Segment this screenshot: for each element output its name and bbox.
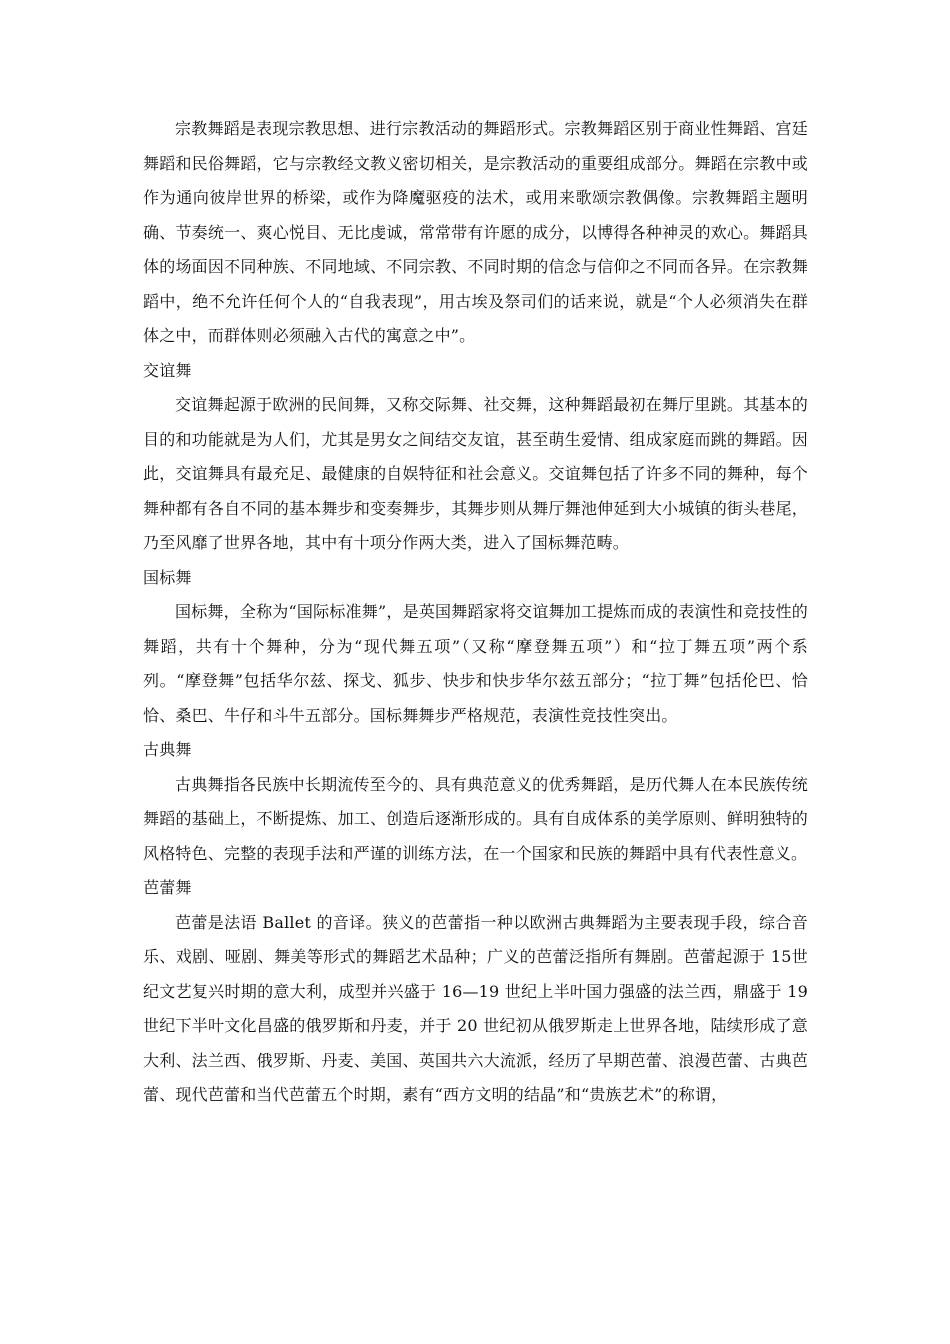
paragraph-ballroom-dance: 交谊舞起源于欧洲的民间舞，又称交际舞、社交舞，这种舞蹈最初在舞厅里跳。其基本的目的和功能就是为人们，尤其是男女之间结交友谊，甚至萌生爱情、组成家庭而跳的舞蹈。因此，交谊舞具有最充足、最健康的自娱特征和社会意义。交谊舞包括了许多不同的舞种，每个舞种都有各自不同的基本舞步和变奏舞步，其舞步则从舞厅舞池伸延到大小城镇的街头巷尾，乃至风靡了世界各地，其中有十项分作两大类，进入了国标舞范畴。 [143,395,808,552]
paragraph-classical-dance: 古典舞指各民族中长期流传至今的、具有典范意义的优秀舞蹈，是历代舞人在本民族传统舞蹈的基础上，不断提炼、加工、创造后逐渐形成的。具有自成体系的美学原则、鲜明独特的风格特色、完整的表现手法和严谨的训练方法，在一个国家和民族的舞蹈中具有代表性意义。 [143,774,808,863]
section-heading-ballroom-dance: 交谊舞 [143,360,192,380]
paragraph-ballet: 芭蕾是法语 Ballet 的音译。狭义的芭蕾指一种以欧洲古典舞蹈为主要表现手段，综合音乐、戏剧、哑剧、舞美等形式的舞蹈艺术品种；广义的芭蕾泛指所有舞剧。芭蕾起源于 15世纪文艺复兴时期的意大利，成型并兴盛于 16—19 世纪上半叶国力强盛的法兰西，鼎盛于 19 世纪下半叶文化昌盛的俄罗斯和丹麦，并于 20 世纪初从俄罗斯走上世界各地，陆续形成了意大利、法兰西、俄罗斯、丹麦、美国、英国共六大流派，经历了早期芭蕾、浪漫芭蕾、古典芭蕾、现代芭蕾和当代芭蕾五个时期，素有“西方文明的结晶”和“贵族艺术”的称谓， [143,912,808,1104]
section-heading-ballet: 芭蕾舞 [143,878,192,897]
paragraph-religious-dance: 宗教舞蹈是表现宗教思想、进行宗教活动的舞蹈形式。宗教舞蹈区别于商业性舞蹈、宫廷舞蹈和民俗舞蹈，它与宗教经文教义密切相关，是宗教活动的重要组成部分。舞蹈在宗教中或作为通向彼岸世界的桥梁，或作为降魔驱疫的法术，或用来歌颂宗教偶像。宗教舞蹈主题明确、节奏统一、爽心悦目、无比虔诚，常常带有许愿的成分，以博得各种神灵的欢心。舞蹈具体的场面因不同种族、不同地域、不同宗教、不同时期的信念与信仰之不同而各异。在宗教舞蹈中，绝不允许任何个人的“自我表现”，用古埃及祭司们的话来说，就是“个人必须消失在群体之中，而群体则必须融入古代的寓意之中”。 [143,119,808,345]
section-heading-dancesport: 国标舞 [143,567,192,587]
document-page [143,112,808,1113]
paragraph-dancesport: 国标舞，全称为“国际标准舞”，是英国舞蹈家将交谊舞加工提炼而成的表演性和竞技性的舞蹈，共有十个舞种，分为“现代舞五项”（又称“摩登舞五项”）和“拉丁舞五项”两个系列。“摩登舞”包括华尔兹、探戈、狐步、快步和快步华尔兹五部分；“拉丁舞”包括伦巴、恰恰、桑巴、牛仔和斗牛五部分。国标舞舞步严格规范，表演性竞技性突出。 [143,602,808,725]
section-heading-classical-dance: 古典舞 [143,740,192,759]
